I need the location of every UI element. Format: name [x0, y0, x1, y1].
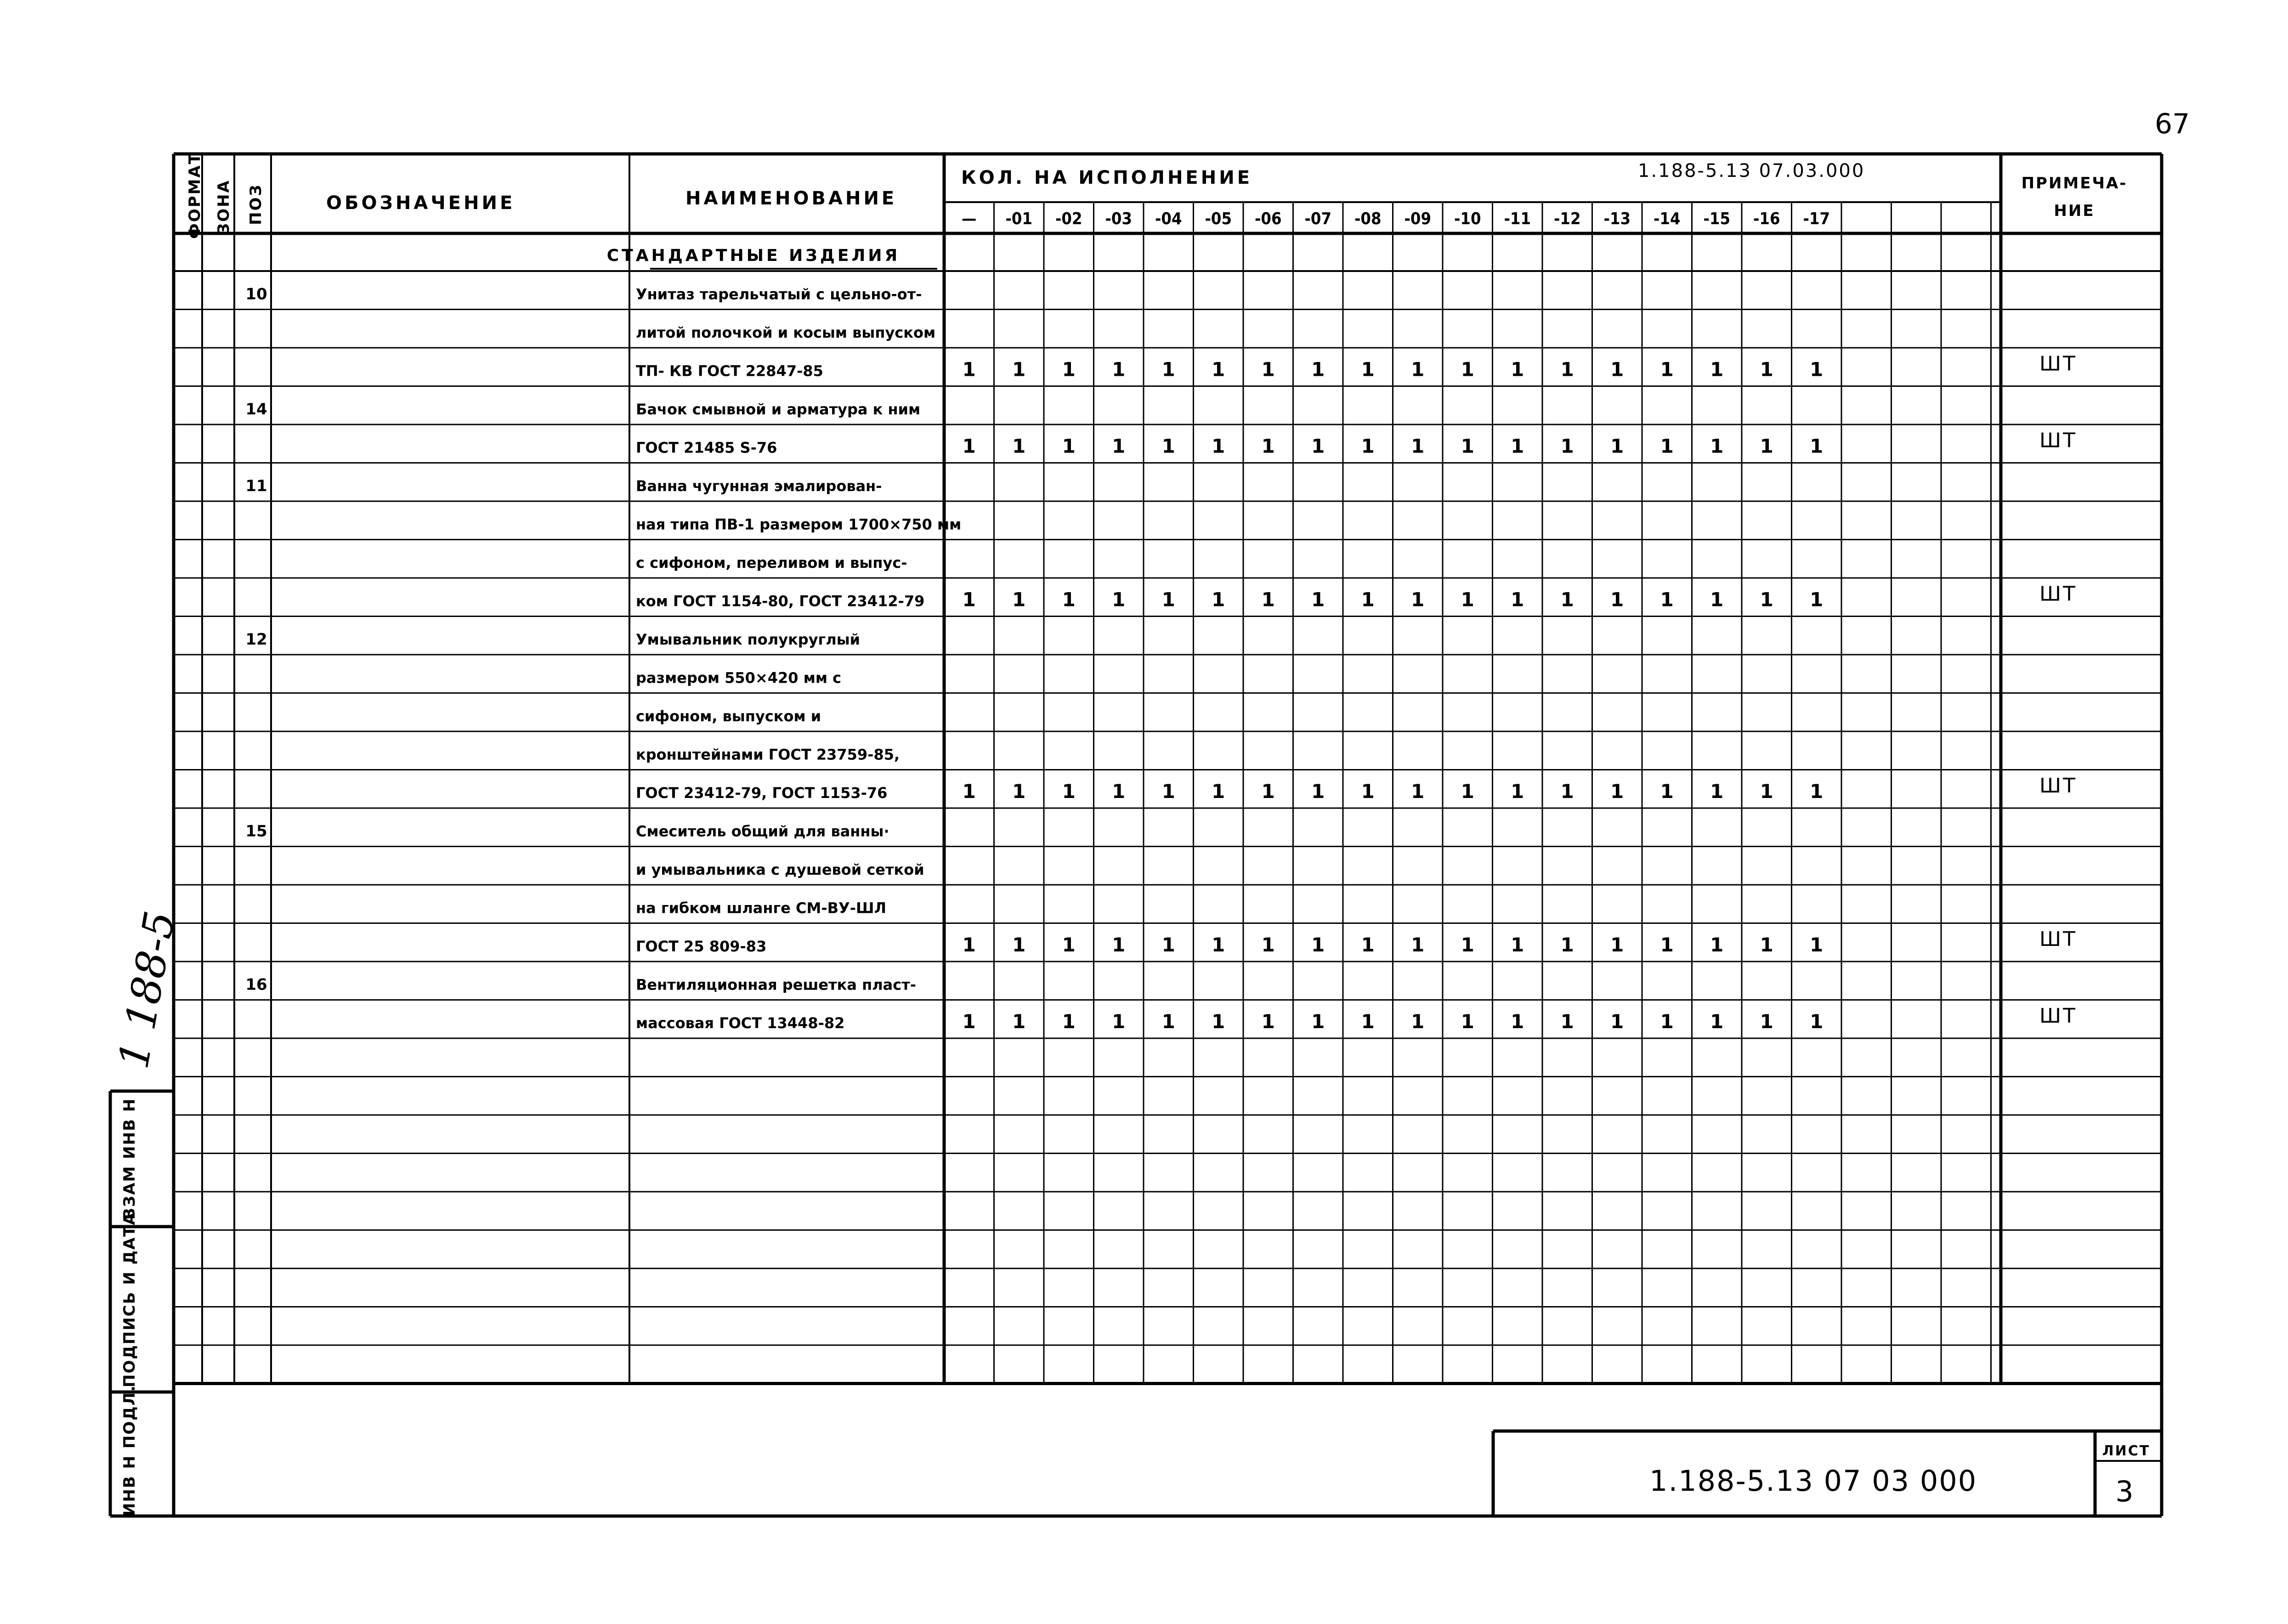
- row-qty: 1: [1511, 934, 1524, 956]
- stamp-replace-inv: ВЗАМ ИНВ Н: [120, 1098, 139, 1220]
- row-qty: 1: [1062, 588, 1076, 611]
- variant-header-2: -02: [1055, 209, 1082, 228]
- row-qty: 1: [1560, 934, 1574, 956]
- row-qty: 1: [1461, 588, 1474, 611]
- row-qty: 1: [1012, 588, 1026, 611]
- variant-header-7: -07: [1304, 209, 1332, 228]
- title-block-sheet-label: ЛИСТ: [2102, 1443, 2151, 1459]
- row-qty: 1: [1760, 435, 1773, 458]
- row-qty: 1: [1161, 435, 1175, 458]
- row-qty: 1: [1810, 588, 1824, 611]
- handwritten-margin-note: 1 188-5: [109, 907, 185, 1072]
- row-qty: 1: [1311, 934, 1325, 956]
- row-qty: 1: [962, 588, 976, 611]
- row-qty: 1: [1710, 435, 1724, 458]
- row-qty: 1: [1361, 934, 1375, 956]
- row-qty: 1: [1161, 780, 1175, 803]
- header-note-line1: ПРИМЕЧА-: [2021, 174, 2128, 192]
- row-pos: 16: [245, 975, 267, 994]
- variant-header-16: -16: [1753, 209, 1780, 228]
- stamp-sign-date: ПОДПИСЬ И ДАТА: [120, 1212, 139, 1387]
- header-zone: ЗОНА: [215, 179, 233, 234]
- row-name: Умывальник полукруглый: [636, 631, 861, 648]
- variant-header-3: -03: [1105, 209, 1133, 228]
- row-qty: 1: [1361, 435, 1375, 458]
- row-name: ГОСТ 21485 S-76: [636, 439, 777, 457]
- variant-header-4: -04: [1155, 209, 1182, 228]
- row-qty: 1: [1361, 1010, 1375, 1033]
- row-qty: 1: [1311, 358, 1325, 381]
- row-pos: 15: [245, 822, 267, 841]
- row-qty: 1: [1261, 780, 1275, 803]
- row-qty: 1: [1411, 1010, 1425, 1033]
- row-qty: 1: [1212, 358, 1225, 381]
- row-note: ШТ: [2039, 1004, 2077, 1028]
- table-texts: [245, 209, 2077, 1033]
- row-qty: 1: [1311, 780, 1325, 803]
- row-name: размером 550×420 мм с: [636, 669, 842, 687]
- row-qty: 1: [1261, 435, 1275, 458]
- row-qty: 1: [1212, 588, 1225, 611]
- header-note-line2: НИЕ: [2054, 202, 2095, 220]
- row-qty: 1: [1610, 934, 1624, 956]
- row-name: на гибком шланге СМ-ВУ-ШЛ: [636, 899, 887, 917]
- row-qty: 1: [1660, 934, 1674, 956]
- row-qty: 1: [1062, 780, 1076, 803]
- row-name: Бачок смывной и арматура к ним: [636, 401, 921, 418]
- row-qty: 1: [1660, 1010, 1674, 1033]
- row-qty: 1: [1411, 780, 1425, 803]
- row-qty: 1: [1411, 435, 1425, 458]
- row-name: с сифоном, переливом и выпус-: [636, 554, 907, 572]
- row-qty: 1: [1012, 934, 1026, 956]
- row-qty: 1: [1012, 435, 1026, 458]
- table-grid: [110, 154, 2162, 1516]
- row-qty: 1: [1760, 780, 1773, 803]
- header-format: ФОРМАТ: [186, 152, 204, 239]
- variant-header-5: -05: [1205, 209, 1232, 228]
- row-pos: 11: [245, 477, 267, 495]
- title-block-doc-code: 1.188-5.13 07 03 000: [1649, 1464, 1977, 1498]
- variant-header-15: -15: [1703, 209, 1731, 228]
- row-qty: 1: [1560, 1010, 1574, 1033]
- row-qty: 1: [962, 934, 976, 956]
- row-qty: 1: [1810, 358, 1824, 381]
- row-qty: 1: [1560, 780, 1574, 803]
- row-qty: 1: [1710, 934, 1724, 956]
- row-qty: 1: [1760, 1010, 1773, 1033]
- row-qty: 1: [1161, 588, 1175, 611]
- row-qty: 1: [1361, 358, 1375, 381]
- row-qty: 1: [1411, 358, 1425, 381]
- row-qty: 1: [1161, 358, 1175, 381]
- row-name: массовая ГОСТ 13448-82: [636, 1014, 845, 1032]
- row-qty: 1: [1012, 358, 1026, 381]
- row-name: и умывальника с душевой сеткой: [636, 861, 924, 878]
- row-qty: 1: [1660, 435, 1674, 458]
- row-pos: 10: [245, 285, 267, 304]
- variant-header-1: -01: [1005, 209, 1033, 228]
- row-qty: 1: [1610, 1010, 1624, 1033]
- row-name: кронштейнами ГОСТ 23759-85,: [636, 746, 900, 764]
- row-qty: 1: [1012, 1010, 1026, 1033]
- row-qty: 1: [1760, 588, 1773, 611]
- row-qty: 1: [1361, 780, 1375, 803]
- variant-header-10: -10: [1454, 209, 1481, 228]
- row-qty: 1: [1760, 934, 1773, 956]
- row-qty: 1: [1212, 934, 1225, 956]
- row-qty: 1: [1261, 588, 1275, 611]
- row-qty: 1: [1212, 435, 1225, 458]
- row-qty: 1: [1461, 780, 1474, 803]
- row-qty: 1: [1511, 1010, 1524, 1033]
- row-name: ТП- КВ ГОСТ 22847-85: [636, 362, 823, 380]
- variant-header-12: -12: [1553, 209, 1581, 228]
- row-qty: 1: [1062, 435, 1076, 458]
- variant-header-13: -13: [1603, 209, 1631, 228]
- row-qty: 1: [1560, 435, 1574, 458]
- row-qty: 1: [1062, 1010, 1076, 1033]
- variant-header-8: -08: [1354, 209, 1382, 228]
- row-qty: 1: [1261, 1010, 1275, 1033]
- variant-header-17: -17: [1803, 209, 1830, 228]
- header-qty-title: КОЛ. НА ИСПОЛНЕНИЕ: [961, 167, 1253, 188]
- row-name: ная типа ПВ-1 размером 1700×750 мм: [636, 515, 962, 533]
- row-note: ШТ: [2039, 582, 2077, 606]
- row-qty: 1: [1610, 435, 1624, 458]
- row-qty: 1: [1112, 934, 1126, 956]
- row-qty: 1: [1660, 588, 1674, 611]
- row-qty: 1: [1810, 435, 1824, 458]
- title-block-sheet-number: 3: [2115, 1475, 2135, 1508]
- row-qty: 1: [1511, 780, 1524, 803]
- row-qty: 1: [1610, 358, 1624, 381]
- row-qty: 1: [1660, 358, 1674, 381]
- row-note: ШТ: [2039, 928, 2077, 951]
- row-qty: 1: [1610, 780, 1624, 803]
- row-qty: 1: [1112, 1010, 1126, 1033]
- row-qty: 1: [1810, 1010, 1824, 1033]
- row-qty: 1: [1311, 588, 1325, 611]
- row-qty: 1: [1461, 934, 1474, 956]
- row-qty: 1: [1311, 1010, 1325, 1033]
- row-qty: 1: [1610, 588, 1624, 611]
- row-qty: 1: [1161, 1010, 1175, 1033]
- row-qty: 1: [1062, 934, 1076, 956]
- row-qty: 1: [1311, 435, 1325, 458]
- row-pos: 14: [245, 400, 267, 419]
- variant-header-0: —: [962, 209, 977, 228]
- row-qty: 1: [1710, 780, 1724, 803]
- row-qty: 1: [1261, 358, 1275, 381]
- row-qty: 1: [1710, 1010, 1724, 1033]
- row-qty: 1: [1212, 1010, 1225, 1033]
- row-qty: 1: [1511, 358, 1524, 381]
- row-name: ком ГОСТ 1154-80, ГОСТ 23412-79: [636, 592, 925, 610]
- row-qty: 1: [1710, 588, 1724, 611]
- page-number: 67: [2155, 108, 2190, 140]
- row-note: ШТ: [2039, 429, 2077, 453]
- row-qty: 1: [1511, 435, 1524, 458]
- stamp-inv-orig: ИНВ Н ПОДЛ.: [120, 1385, 139, 1516]
- row-qty: 1: [1660, 780, 1674, 803]
- row-qty: 1: [1461, 435, 1474, 458]
- variant-header-11: -11: [1504, 209, 1531, 228]
- row-qty: 1: [1112, 588, 1126, 611]
- row-qty: 1: [1710, 358, 1724, 381]
- row-name: Ванна чугунная эмалирован-: [636, 477, 882, 495]
- header-pos: ПОЗ: [247, 183, 265, 225]
- row-qty: 1: [962, 435, 976, 458]
- row-name: сифоном, выпуском и: [636, 707, 821, 725]
- variant-header-6: -06: [1254, 209, 1282, 228]
- row-qty: 1: [1511, 588, 1524, 611]
- row-qty: 1: [1461, 358, 1474, 381]
- row-qty: 1: [1760, 358, 1773, 381]
- row-qty: 1: [1161, 934, 1175, 956]
- row-name: ГОСТ 23412-79, ГОСТ 1153-76: [636, 784, 888, 802]
- row-pos: 12: [245, 630, 267, 649]
- row-qty: 1: [962, 1010, 976, 1033]
- row-qty: 1: [1261, 934, 1275, 956]
- row-qty: 1: [1461, 1010, 1474, 1033]
- header-doc-code: 1.188-5.13 07.03.000: [1638, 160, 1865, 181]
- row-qty: 1: [1810, 780, 1824, 803]
- variant-header-9: -09: [1404, 209, 1432, 228]
- row-note: ШТ: [2039, 774, 2077, 798]
- header-designation: ОБОЗНАЧЕНИЕ: [326, 192, 515, 214]
- row-qty: 1: [1810, 934, 1824, 956]
- row-name: литой полочкой и косым выпуском: [636, 324, 936, 341]
- header-name: НАИМЕНОВАНИЕ: [685, 188, 897, 209]
- row-qty: 1: [1411, 588, 1425, 611]
- row-qty: 1: [962, 358, 976, 381]
- row-qty: 1: [1560, 358, 1574, 381]
- row-qty: 1: [1560, 588, 1574, 611]
- row-name: Унитаз тарельчатый с цельно-от-: [636, 285, 922, 303]
- row-note: ШТ: [2039, 352, 2077, 376]
- row-name: Смеситель общий для ванны·: [636, 822, 889, 840]
- row-name: Вентиляционная решетка пласт-: [636, 976, 917, 994]
- section-title: СТАНДАРТНЫЕ ИЗДЕЛИЯ: [606, 246, 900, 265]
- row-name: ГОСТ 25 809-83: [636, 938, 767, 955]
- row-qty: 1: [1012, 780, 1026, 803]
- row-qty: 1: [1112, 435, 1126, 458]
- row-qty: 1: [1112, 780, 1126, 803]
- variant-header-14: -14: [1653, 209, 1681, 228]
- row-qty: 1: [1112, 358, 1126, 381]
- row-qty: 1: [1062, 358, 1076, 381]
- row-qty: 1: [962, 780, 976, 803]
- row-qty: 1: [1361, 588, 1375, 611]
- row-qty: 1: [1411, 934, 1425, 956]
- row-qty: 1: [1212, 780, 1225, 803]
